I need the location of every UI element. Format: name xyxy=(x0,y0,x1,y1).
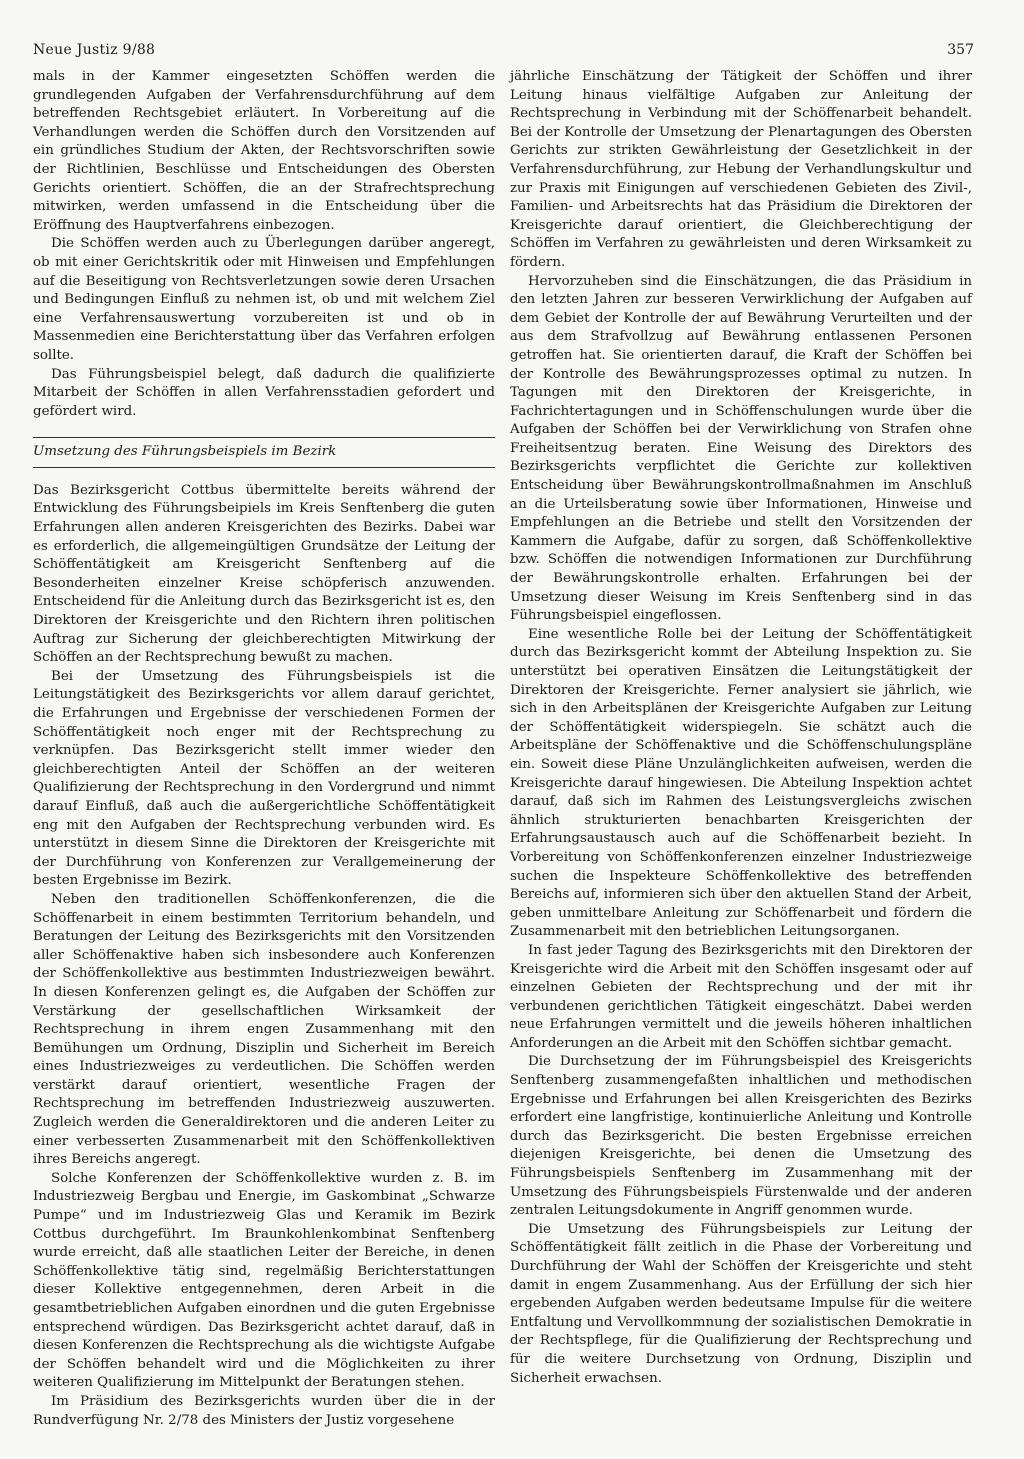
section-heading-box xyxy=(33,437,495,468)
paragraph: Die Durchsetzung der im Führungsbeispiel des Kreisgerichts Senftenberg zusammengefaßten inhaltlichen und methodischen Ergebnisse und Erfahrungen bei allen Kreisgerichten des Bezirks erfordert eine langfristige, kontinuierliche Anleitung und Kontrolle durch das Bezirksgericht. Die besten Ergebnisse erreichen diejenigen Kreisgerichte, bei denen die Umsetzung des Führungsbeispiels Senftenberg im Zusammenhang mit der Umsetzung des Führungsbeispiels Fürstenwalde und der anderen zentralen Leitungsdokumente in Angriff genommen wurde. xyxy=(510,1054,972,1219)
paragraph: jährliche Einschätzung der Tätigkeit der Schöffen und ihrer Leitung hinaus vielfältige Aufgaben zur Anleitung der Rechtsprechung in Verbindung mit der Schöffenarbeit behandelt. Bei der Kontrolle der Umsetzung der Plenartagungen des Obersten Gerichts zur strikten Gewährleistung der Gesetzlichkeit in der Verfahrensdurchführung, zur Hebung der Verhandlungskultur und zur Praxis mit Einigungen auf verschiedenen Gebieten des Zivil-, Familien- und Arbeitsrechts hat das Präsidium die Direktoren der Kreisgerichte darauf orientiert, die Gleichberechtigung der Schöffen im Verfahren zu gewährleisten und deren Wirksamkeit zu fördern. xyxy=(510,69,972,270)
paragraph: Das Führungsbeispiel belegt, daß dadurch die qualifizierte Mitarbeit der Schöffen in allen Verfahrensstadien gefordert und gefördert wird. xyxy=(33,366,495,419)
paragraph: Eine wesentliche Rolle bei der Leitung der Schöffentätigkeit durch das Bezirksgericht kommt der Abteilung Inspektion zu. Sie unterstützt bei operativen Einsätzen die Leitungstätigkeit der Direktoren der Kreisgerichte. Ferner analysiert sie jährlich, wie sich in den Arbeitsplänen der Kreisgerichte Aufgaben zur Leitung der Schöffentätigkeit widerspiegeln. Sie schätzt auch die Arbeitspläne der Schöffenaktive und die Schöffenschulungspläne ein. Soweit diese Pläne Unzulänglichkeiten aufweisen, werden die Kreisgerichte darauf hingewiesen. Die Abteilung Inspektion achtet darauf, daß sich im Rahmen des Leistungsvergleichs zwischen ähnlich strukturierten benachbarten Kreisgerichten der Erfahrungsaustausch auch auf die Schöffenarbeit bezieht. In Vorbereitung von Schöffenkonferenzen einzelner Industriezweige suchen die Inspekteure Schöffenkollektive des betreffenden Bereichs auf, informieren sich über den aktuellen Stand der Arbeit, geben unmittelbare Anleitung zur Schöffenarbeit und fördern die Zusammenarbeit mit den betrieblichen Leitungsorganen. xyxy=(510,626,972,940)
section-heading: Umsetzung des Führungsbeispiels im Bezirk xyxy=(33,444,337,460)
paragraph: Bei der Umsetzung des Führungsbeispiels ist die Leitungstätigkeit des Bezirksgerichts vor allem darauf gerichtet, die Erfahrungen und Ergebnisse der verschiedenen Formen der Schöffentätigkeit noch enger mit der Rechtsprechung zu verknüpfen. Das Bezirksgericht stellt immer wieder den gleichberechtigten Anteil der Schöffen an der weiteren Qualifizierung der Rechtsprechung in den Vordergrund und nimmt darauf Einfluß, daß auch die außergerichtliche Schöffentätigkeit eng mit den Aufgaben der Rechtsprechung verbunden wird. Es unterstützt in diesem Sinne die Direktoren der Kreisgerichte mit der Durchführung von Konferenzen zur Verallgemeinerung der besten Ergebnisse im Bezirk. xyxy=(33,668,495,889)
paragraph: In fast jeder Tagung des Bezirksgerichts mit den Direktoren der Kreisgerichte wird die Arbeit mit den Schöffen insgesamt oder auf einzelnen Gebieten der Rechtsprechung und der mit ihr verbundenen gerichtlichen Tätigkeit eingeschätzt. Dabei werden neue Erfahrungen vermittelt und die jeweils höheren inhaltlichen Anforderungen an die Arbeit mit den Schöffen sichtbar gemacht. xyxy=(510,942,972,1051)
paragraph: mals in der Kammer eingesetzten Schöffen werden die grundlegenden Aufgaben der Verfahrensdurchführung auf dem betreffenden Rechtsgebiet erläutert. In Vorbereitung auf die Verhandlungen werden die Schöffen durch den Vorsitzenden auf ein gründliches Studium der Akten, der Rechtsvorschriften sowie der Richtlinien, Beschlüsse und Entscheidungen des Obersten Gerichts orientiert. Schöffen, die an der Strafrechtsprechung mitwirken, werden umfassend in die Entscheidung über die Eröffnung des Hauptverfahrens einbezogen. xyxy=(33,69,495,233)
paragraph: Im Präsidium des Bezirksgerichts wurden über die in der Rundverfügung Nr. 2/78 des Ministers der Justiz vorgesehene xyxy=(33,1393,495,1428)
paragraph: Die Umsetzung des Führungsbeispiels zur Leitung der Schöffentätigkeit fällt zeitlich in die Phase der Vorbereitung und Durchführung der Wahl der Schöffen der Kreisgerichte und steht damit in engem Zusammenhang. Aus der Erfüllung der sich hier ergebenden Aufgaben werden bedeutsame Impulse für die weitere Entfaltung und Vervollkommnung der sozialistischen Demokratie in der Rechtspflege, für die Qualifizierung der Rechtsprechung und für die weitere Durchsetzung von Ordnung, Disziplin und Sicherheit erwachsen. xyxy=(510,1221,972,1386)
page-header xyxy=(33,42,974,66)
paragraph: Neben den traditionellen Schöffenkonferenzen, die die Schöffenarbeit in einem bestimmten Territorium behandeln, und Beratungen der Leitung des Bezirksgerichts mit den Vorsitzenden aller Schöffenaktive haben sich insbesondere auch Konferenzen der Schöffenkollektive aus bestimmten Industriezweigen bewährt. In diesen Konferenzen gelingt es, die Aufgaben der Schöffen zur Verstärkung der gesellschaftlichen Wirksamkeit der Rechtsprechung in ihrem engen Zusammenhang mit den Bemühungen um Ordnung, Disziplin und Sicherheit im Bereich eines Industriezweiges zu verdeutlichen. Die Schöffen werden verstärkt darauf orientiert, wesentliche Fragen der Rechtsprechung im betreffenden Industriezweig auszuwerten. Zugleich werden die Generaldirektoren und die anderen Leiter zu einer verbesserten Zusammenarbeit mit den Schöffenkollektiven ihres Bereichs angeregt. xyxy=(33,891,495,1168)
journal-title: Neue Justiz 9/88 xyxy=(33,42,156,58)
paragraph: Das Bezirksgericht Cottbus übermittelte bereits während der Entwicklung des Führungsbeipiels im Kreis Senftenberg die guten Erfahrungen allen anderen Kreisgerichten des Bezirks. Dabei war es erforderlich, die allgemeingültigen Grundsätze der Leitung der Schöffentätigkeit am Kreisgericht Senftenberg auf die Besonderheiten einzelner Kreise schöpferisch anzuwenden. Entscheidend für die Anleitung durch das Bezirksgericht ist es, den Direktoren der Kreisgerichte und den Richtern ihren politischen Auftrag zur Sicherung der gleichberechtigten Mitwirkung der Schöffen an der Rechtsprechung bewußt zu machen. xyxy=(33,482,495,666)
left-column xyxy=(33,68,495,1430)
page-number: 357 xyxy=(947,42,974,58)
right-column xyxy=(510,68,972,1388)
paragraph: Die Schöffen werden auch zu Überlegungen darüber angeregt, ob mit einer Gerichtskritik oder mit Hinweisen und Empfehlungen auf die Beseitigung von Rechtsverletzungen sowie deren Ursachen und Bedingungen Einfluß zu nehmen ist, ob und mit welchem Ziel eine Verfahrensauswertung vorzubereiten ist und ob in Massenmedien eine Berichterstattung über das Verfahren erfolgen sollte. xyxy=(33,236,495,363)
paragraph: Solche Konferenzen der Schöffenkollektive wurden z. B. im Industriezweig Bergbau und Energie, im Gaskombinat „Schwarze Pumpe“ und im Industriezweig Glas und Keramik im Bezirk Cottbus durchgeführt. Im Braunkohlenkombinat Senftenberg wurde erreicht, daß alle staatlichen Leiter der Bereiche, in denen Schöffenkollektive tätig sind, regelmäßig Berichterstattungen dieser Kollektive entgegennehmen, deren Arbeit in die gesamtbetrieblichen Aufgaben einordnen und die guten Ergebnisse entsprechend würdigen. Das Bezirksgericht achtet darauf, daß in diesen Konferenzen die Rechtsprechung als die wichtigste Aufgabe der Schöffen behandelt wird und die Möglichkeiten zu ihrer weiteren Qualifizierung im Mittelpunkt der Beratungen stehen. xyxy=(33,1170,495,1391)
paragraph: Hervorzuheben sind die Einschätzungen, die das Präsidium in den letzten Jahren zur besseren Verwirklichung der Aufgaben auf dem Gebiet der Kontrolle der auf Bewährung Verurteilten und der aus dem Strafvollzug auf Bewährung entlassenen Personen getroffen hat. Sie orientierten darauf, die Kraft der Schöffen bei der Kontrolle des Bewährungsprozesses optimal zu nutzen. In Tagungen mit den Direktoren der Kreisgerichte, in Fachrichtertagungen und in Schöffenschulungen wurde über die Aufgaben der Schöffen bei der Verwirklichung von Strafen ohne Freiheitsentzug beraten. Eine Weisung des Direktors des Bezirksgerichts verpflichtet die Gerichte zur kollektiven Entscheidung über Bewährungskontrollmaßnahmen im Anschluß an die Urteilsberatung sowie über Informationen, Hinweise und Empfehlungen an die Betriebe und stellt den Vorsitzenden der Kammern die Aufgabe, dafür zu sorgen, daß Schöffenkollektive bzw. Schöffen die notwendigen Informationen zur Durchführung der Bewährungskontrolle erhalten. Erfahrungen bei der Umsetzung dieser Weisung im Kreis Senftenberg sind in das Führungsbeispiel eingeflossen. xyxy=(510,273,972,624)
